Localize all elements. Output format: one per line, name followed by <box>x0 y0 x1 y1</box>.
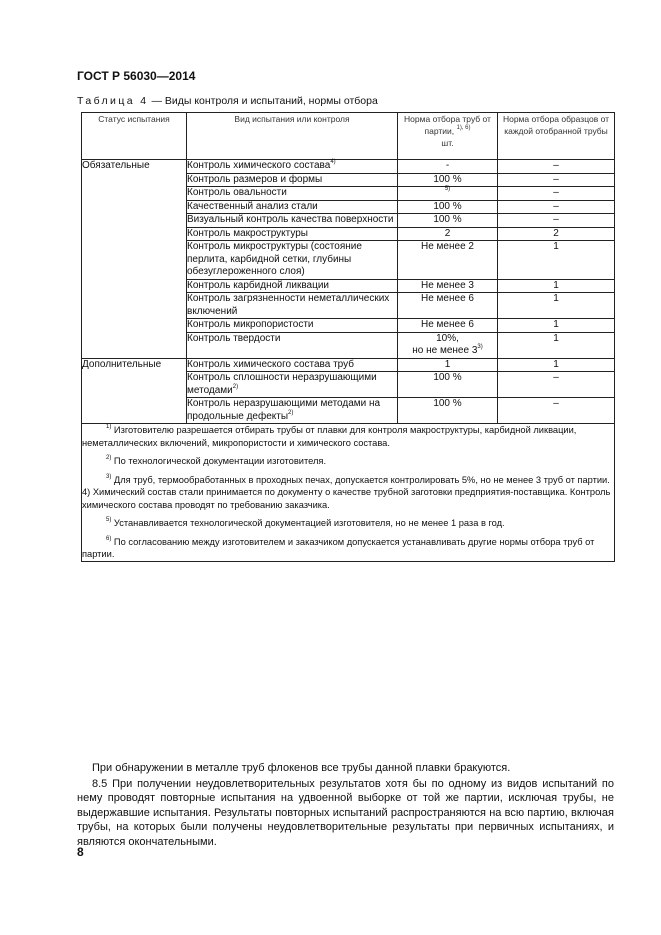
header-status: Статус испытания <box>82 113 187 160</box>
norm-cell: 2 <box>398 227 498 241</box>
test-norms-table <box>81 112 615 562</box>
norm-cell: Не менее 6 <box>398 293 498 319</box>
test-cell: Контроль загрязненности неметаллических включений <box>187 293 398 319</box>
test-cell: Контроль карбидной ликвации <box>187 279 398 293</box>
sample-cell: – <box>498 173 615 187</box>
table-notes <box>82 424 615 562</box>
paragraph-flakes: При обнаружении в металле труб флокенов все трубы данной плавки бракуются. <box>92 762 511 774</box>
status-cell: Обязательные <box>82 160 187 359</box>
test-cell: Контроль сплошности неразрушающими методами$^{2)}$ <box>187 372 398 398</box>
footnote: $^{1)}$ Изготовителю разрешается отбирать трубы от плавки для контроля макроструктуры, карбидной ликвации, неметаллических включений, микропористости и химического состава. <box>82 424 577 448</box>
norm-cell: 100 % <box>398 372 498 398</box>
test-cell: Контроль микроструктуры (состояние перлита, карбидной сетки, глубины обезуглероженного слоя) <box>187 241 398 280</box>
norm-cell: 100 % <box>398 173 498 187</box>
norm-cell: Не менее 6 <box>398 319 498 333</box>
sample-cell: – <box>498 398 615 424</box>
sample-cell: 2 <box>498 227 615 241</box>
sample-cell: 1 <box>498 241 615 280</box>
norm-cell: - <box>398 160 498 174</box>
page-number: 8 <box>77 845 84 859</box>
table-row <box>82 358 615 372</box>
table-header-row <box>82 113 615 160</box>
test-cell: Визуальный контроль качества поверхности <box>187 214 398 228</box>
status-cell: Дополнительные <box>82 358 187 424</box>
norm-cell: 100 % <box>398 398 498 424</box>
norm-cell: Не менее 2 <box>398 241 498 280</box>
sample-cell: 1 <box>498 279 615 293</box>
test-cell: Качественный анализ стали <box>187 200 398 214</box>
header-norm: Норма отбора труб от партии, $^{1), 6)}$ шт. <box>398 113 498 160</box>
test-cell: Контроль микропористости <box>187 319 398 333</box>
norm-cell: 100 % <box>398 200 498 214</box>
table-body <box>82 160 615 424</box>
document-header: ГОСТ Р 56030—2014 <box>77 69 196 83</box>
test-cell: Контроль химического состава труб <box>187 358 398 372</box>
footnote: $^{5)}$ Устанавливается технологической документацией изготовителя, но не менее 1 раза в год. <box>106 517 505 528</box>
sample-cell: 1 <box>498 293 615 319</box>
sample-cell: – <box>498 187 615 201</box>
sample-cell: – <box>498 214 615 228</box>
test-cell: Контроль химического состава$^{4)}$ <box>187 160 398 174</box>
paragraph-8-5: 8.5 При получении неудовлетворительных результатов хотя бы по одному из видов испытаний по нему проводят повторные испытания на удвоенной выборке от той же партии, исключая трубы, не выдержавшие испытания. Результаты повторных испытаний распространяются на всю партию, включая трубы, на которых были получены неудовлетворительные результаты при первичных испытаниях, и являются окончательными. <box>77 777 614 848</box>
sample-cell: 1 <box>498 358 615 372</box>
test-cell: Контроль овальности <box>187 187 398 201</box>
norm-cell: 1 <box>398 358 498 372</box>
sample-cell: – <box>498 200 615 214</box>
notes-row <box>82 424 615 562</box>
test-cell: Контроль твердости <box>187 332 398 358</box>
norm-cell: 5) <box>398 187 498 201</box>
table-caption <box>77 95 378 107</box>
footnote: $^{3)}$ Для труб, термообработанных в проходных печах, допускается контролировать 5%, но не менее 3 труб от партии. 4) Химический состав стали принимается по документу о качестве трубной заготовки предприятия-поставщика. Контроль химического состава проводят по требованию заказчика. <box>82 473 611 510</box>
header-sample: Норма отбора образцов от каждой отобранной трубы <box>498 113 615 160</box>
test-cell: Контроль макроструктуры <box>187 227 398 241</box>
test-cell: Контроль размеров и формы <box>187 173 398 187</box>
body-text <box>77 761 614 849</box>
sample-cell: 1 <box>498 319 615 333</box>
table-row <box>82 160 615 174</box>
norm-cell: 10%, но не менее 3$^{3)}$ <box>398 332 498 358</box>
table-caption-text: — Виды контроля и испытаний, нормы отбора <box>148 95 378 107</box>
table-caption-label: Таблица 4 <box>77 95 149 107</box>
sample-cell: – <box>498 372 615 398</box>
footnote: $^{6)}$ По согласованию между изготовителем и заказчиком допускается устанавливать другие нормы отбора труб от партии. <box>82 535 595 559</box>
header-test: Вид испытания или контроля <box>187 113 398 160</box>
sample-cell: – <box>498 160 615 174</box>
norm-cell: Не менее 3 <box>398 279 498 293</box>
sample-cell: 1 <box>498 332 615 358</box>
norm-cell: 100 % <box>398 214 498 228</box>
test-cell: Контроль неразрушающими методами на продольные дефекты$^{2)}$ <box>187 398 398 424</box>
footnote: $^{2)}$ По технологической документации изготовителя. <box>106 455 327 466</box>
